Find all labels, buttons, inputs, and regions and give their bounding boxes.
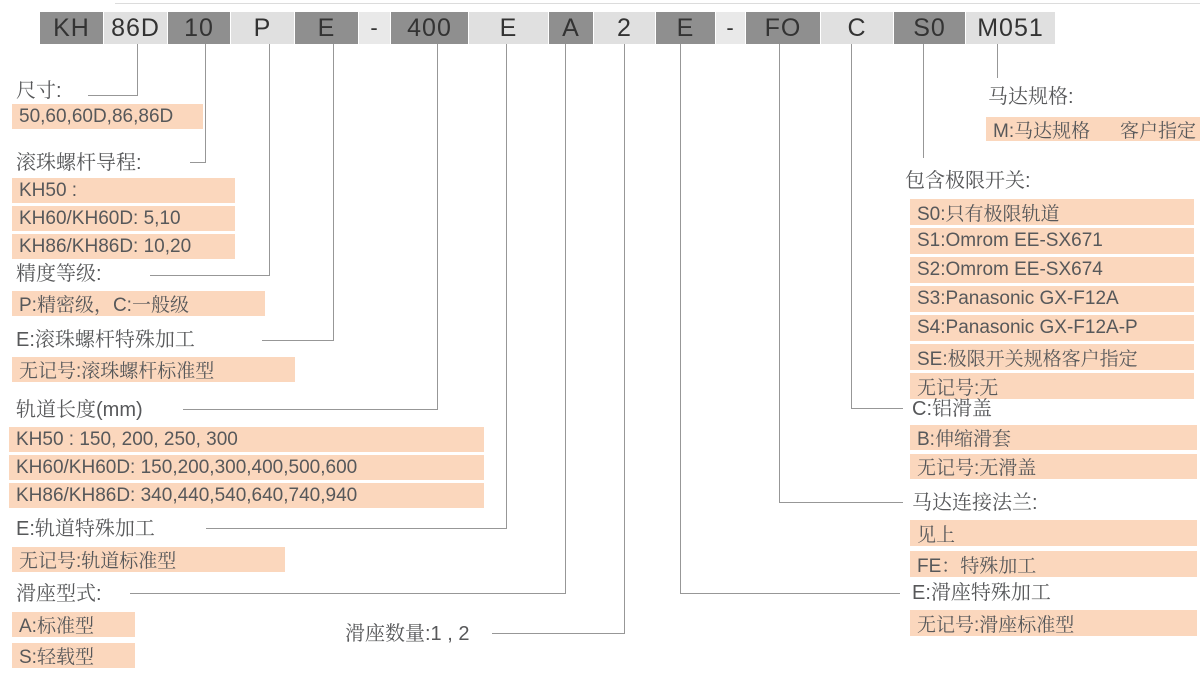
leader-cover-h — [851, 408, 903, 409]
rail-special-label: E:轨道特殊加工 — [16, 518, 155, 540]
limit-switch-option: 无记号:无 — [910, 373, 1194, 399]
motor-spec-option: M:马达规格 — [986, 117, 1115, 141]
leader-slider-type-v — [565, 44, 566, 593]
motor-flange-label: 马达连接法兰: — [912, 492, 1038, 514]
screw-special-option: 无记号:滚珠螺杆标准型 — [12, 357, 295, 382]
code-segment-dash-2: - — [716, 12, 745, 44]
leader-slider-special-h — [680, 593, 900, 594]
motor-flange-option: FE：特殊加工 — [910, 551, 1197, 577]
code-segment-motor: M051 — [966, 12, 1055, 44]
leader-limit-switch-v — [923, 44, 924, 158]
limit-switch-option: S0:只有极限轨道 — [910, 199, 1194, 225]
leader-size-h — [88, 95, 138, 96]
limit-switch-option: S1:Omrom EE-SX671 — [910, 228, 1194, 254]
slider-type-option: A:标准型 — [12, 612, 135, 637]
code-segment-slider-qty: 2 — [594, 12, 655, 44]
leader-rail-length-h — [183, 409, 438, 410]
code-segment-series: KH — [40, 12, 103, 44]
top-border-line — [115, 3, 1200, 4]
slider-type-option: S:轻载型 — [12, 643, 135, 668]
motor-flange-option: 见上 — [910, 520, 1197, 546]
leader-slider-qty-h — [492, 633, 625, 634]
screw-lead-option: KH86/KH86D: 10,20 — [12, 234, 235, 259]
rail-length-label: 轨道长度(mm) — [16, 399, 143, 421]
code-segment-limit-switch: S0 — [894, 12, 965, 44]
code-segment-flange: FO — [746, 12, 820, 44]
code-segment-dash-1: - — [359, 12, 390, 44]
limit-switch-option: S3:Panasonic GX-F12A — [910, 286, 1194, 312]
screw-lead-option: KH60/KH60D: 5,10 — [12, 206, 235, 231]
code-segment-rail-special: E — [469, 12, 548, 44]
leader-rail-special-h — [206, 528, 507, 529]
slider-type-label: 滑座型式: — [16, 583, 102, 605]
rail-length-option: KH60/KH60D: 150,200,300,400,500,600 — [9, 455, 484, 480]
leader-rail-special-v — [506, 44, 507, 528]
leader-screw-special-h — [262, 340, 334, 341]
slide-cover-label: C:铝滑盖 — [912, 398, 992, 420]
leader-lead-v — [205, 44, 206, 162]
limit-switch-label: 包含极限开关: — [905, 170, 1031, 192]
slider-special-label: E:滑座特殊加工 — [912, 582, 1051, 604]
limit-switch-option: S2:Omrom EE-SX674 — [910, 257, 1194, 283]
slider-special-option: 无记号:滑座标准型 — [910, 610, 1197, 636]
leader-slider-type-h — [130, 593, 566, 594]
model-code-row — [40, 12, 1055, 44]
rail-length-option: KH50 : 150, 200, 250, 300 — [9, 427, 484, 452]
rail-length-option: KH86/KH86D: 340,440,540,640,740,940 — [9, 483, 484, 508]
size-label: 尺寸: — [16, 80, 62, 102]
code-segment-slider-special: E — [656, 12, 715, 44]
limit-switch-option: S4:Panasonic GX-F12A-P — [910, 315, 1194, 341]
limit-switch-option: SE:极限开关规格客户指定 — [910, 344, 1194, 370]
code-segment-size: 86D — [104, 12, 167, 44]
leader-cover-v — [851, 44, 852, 408]
leader-slider-special-v — [680, 44, 681, 593]
rail-special-option: 无记号:轨道标准型 — [12, 547, 285, 572]
leader-screw-special-v — [333, 44, 334, 340]
leader-motor-spec-v — [997, 44, 998, 78]
leader-accuracy-v — [269, 44, 270, 275]
code-segment-slider-type: A — [549, 12, 593, 44]
code-segment-rail-length: 400 — [391, 12, 468, 44]
code-segment-cover: C — [821, 12, 893, 44]
code-segment-lead: 10 — [168, 12, 230, 44]
slider-qty-label: 滑座数量:1 , 2 — [345, 623, 470, 645]
accuracy-label: 精度等级: — [16, 263, 102, 285]
leader-flange-h — [779, 502, 903, 503]
leader-size-v — [137, 44, 138, 95]
slide-cover-option: B:伸缩滑套 — [910, 425, 1197, 450]
screw-lead-label: 滚珠螺杆导程: — [16, 152, 142, 174]
leader-lead-h — [190, 162, 206, 163]
code-segment-screw-special: E — [295, 12, 358, 44]
screw-special-label: E:滚珠螺杆特殊加工 — [16, 329, 195, 351]
accuracy-option: P:精密级，C:一般级 — [12, 291, 265, 316]
motor-spec-option: 客户指定 — [1113, 117, 1200, 141]
code-segment-accuracy: P — [231, 12, 294, 44]
motor-spec-label: 马达规格: — [988, 86, 1074, 108]
slide-cover-option: 无记号:无滑盖 — [910, 454, 1197, 479]
size-option: 50,60,60D,86,86D — [12, 104, 203, 129]
leader-flange-v — [779, 44, 780, 502]
screw-lead-option: KH50 : — [12, 178, 235, 203]
leader-rail-length-v — [437, 44, 438, 409]
leader-slider-qty-v — [624, 44, 625, 633]
leader-accuracy-h — [150, 275, 270, 276]
